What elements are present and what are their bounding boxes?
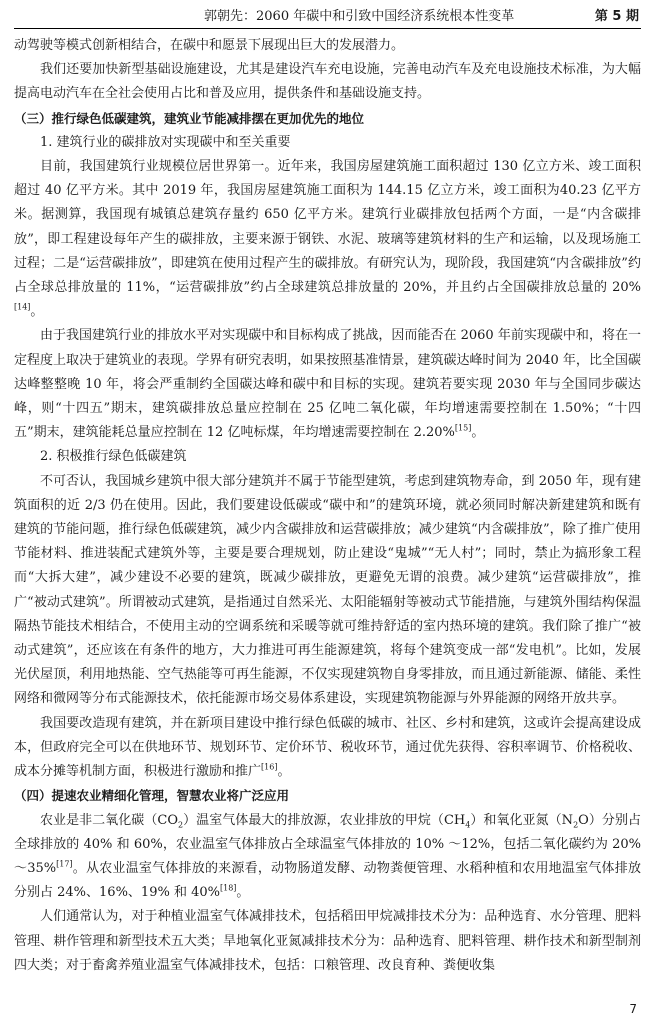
issue-number: 第 5 期 <box>594 9 639 24</box>
paragraph-text: 由于我国建筑行业的排放水平对实现碳中和目标构成了挑战，因而能否在 2060 年前实现碳中和，将在一定程度上取决于建筑业的表现。学界有研究表明，如果按照基准情景，建筑碳达峰时间为 2040 年，比全国碳达峰整整晚 10 年，将会严重制约全国碳达峰和碳中和目标的实现。建筑若要实现 2030 年与全国同步碳达峰，则“十四五”期末，建筑碳排放总量应控制在 25 亿吨二氧化碳，年均增速需要控制在 1.50%；“十四五”期末，建筑能耗总量应控制在 12 亿吨标煤，年均增速需要控制在 2.20% <box>14 328 641 441</box>
citation: [14] <box>14 302 31 312</box>
header-title: 郭朝先：2060 年碳中和引致中国经济系统根本性变革 <box>204 9 515 24</box>
paragraph-text: ）温室气体最大的排放源，农业排放的甲烷（CH <box>183 812 466 828</box>
paragraph-text: 。从农业温室气体排放的来源看，动物肠道发酵、动物粪便管理、水稻种植和农用地温室气体排放分别占 24%、16%、19% 和 40% <box>14 860 641 901</box>
subsection-heading: 2. 积极推行绿色低碳建筑 <box>40 449 187 465</box>
paragraph-text: 我国要改造现有建筑，并在新项目建设中推行绿色低碳的城市、社区、乡村和建筑，这或许会提高建设成本，但政府完全可以在供地环节、规划环节、定价环节、税收环节，通过优先获得、容积率调节、价格税收、成本分摊等机制方面，积极进行激励和推广 <box>14 715 641 780</box>
paragraph <box>14 155 641 324</box>
subscript: 2 <box>573 820 579 830</box>
paragraph-text: O）分别占全球排放的 40% 和 60%，农业温室气体排放占全球温室气体排放的 10% ～12%，包括二氧化碳约为 20% ～35% <box>14 812 641 876</box>
paragraph-end: 。 <box>236 885 250 901</box>
article-body <box>14 34 641 978</box>
citation: [16] <box>261 762 278 772</box>
subsection-heading: 1. 建筑行业的碳排放对实现碳中和至关重要 <box>40 134 291 150</box>
paragraph-end: 。 <box>471 425 485 441</box>
section-heading: （四）提速农业精细化管理，智慧农业将广泛应用 <box>14 788 290 804</box>
paragraph-end: 。 <box>277 764 291 780</box>
citation: [17] <box>56 859 73 869</box>
paragraph-text: 农业是非二氧化碳（CO <box>40 812 178 828</box>
paragraph: 不可否认，我国城乡建筑中很大部分建筑并不属于节能型建筑，考虑到建筑物寿命，到 2050 年，现有建筑面积的近 2/3 仍在使用。因此，我们要建设低碳或“碳中和”的建筑环境，就必须同时解决新建建筑和既有建筑的节能问题，推行绿色低碳建筑，减少内含碳排放和运营碳排放；减少建筑“内含碳排放”，除了推广使用节能材料、推进装配式建筑外等，主要是要合理规划，防止建设“鬼城”“无人村”；同时，禁止为搞形象工程而“大拆大建”，减少建设不必要的建筑，既减少碳排放，更避免无谓的浪费。减少建筑“运营碳排放”，推广“被动式建筑”。所谓被动式建筑，是指通过自然采光、太阳能辐射等被动式节能措施，与建筑外围结构保温隔热节能技术相结合，不使用主动的空调系统和采暖等就可维持舒适的室内热环境的建筑。我们除了推广“被动式建筑”，还应该在有条件的地方，大力推进可再生能源建筑，将每个建筑变成一部“发电机”。比如，发展光伏屋顶，利用地热能、空气热能等可再生能源，不仅实现建筑物自身零排放，而且通过新能源、储能、柔性网络和微网等分布式能源技术，依托能源市场交易体系建设，实现建筑物能源与外界能源的网络开放共享。 <box>14 473 641 707</box>
running-header <box>14 6 641 29</box>
paragraph-text: ）和氧化亚氮（N <box>470 812 574 828</box>
paragraph <box>14 324 641 445</box>
paragraph: 我们还要加快新型基础设施建设，尤其是建设汽车充电设施，完善电动汽车及充电设施技术标准，为大幅提高电动汽车在全社会使用占比和普及应用，提供条件和基础设施支持。 <box>14 62 641 102</box>
citation: [15] <box>454 423 472 433</box>
paragraph-end: 。 <box>30 304 44 320</box>
paragraph <box>14 712 641 785</box>
citation: [18] <box>219 883 237 893</box>
section-heading: （三）推行绿色低碳建筑，建筑业节能减排摆在更加优先的地位 <box>14 110 365 126</box>
paragraph: 人们通常认为，对于种植业温室气体减排技术，包括稻田甲烷减排技术分为：品种选育、水分管理、肥料管理、耕作管理和新型技术五大类；旱地氧化亚氮减排技术分为：品种选育、肥料管理、耕作技术和新型制剂四大类；对于畜禽养殖业温室气体减排技术，包括：口粮管理、改良育种、粪便收集 <box>14 909 641 973</box>
subscript: 4 <box>465 820 471 830</box>
paragraph-text: 目前，我国建筑行业规模位居世界第一。近年来，我国房屋建筑施工面积超过 130 亿立方米、竣工面积超过 40 亿平方米。其中 2019 年，我国房屋建筑施工面积为 144.15 亿立方米，竣工面积为40.23 亿平方米。据测算，我国现有城镇总建筑存量约 650 亿平方米。建筑行业碳排放包括两个方面，一是“内含碳排放”，即工程建设每年产生的碳排放，主要来源于钢铁、水泥、玻璃等建筑材料的生产和运输，以及现场施工过程；二是“运营碳排放”，即建筑在使用过程产生的碳排放。有研究认为，现阶段，我国建筑“内含碳排放”约占全球总排放量的 11%，“运营碳排放”约占全球建筑总排放量的 20%，并且约占全国碳排放总量的 20% <box>14 159 641 296</box>
page-number: 7 <box>629 1002 637 1016</box>
subscript: 2 <box>177 820 184 830</box>
paragraph: 动驾驶等模式创新相结合，在碳中和愿景下展现出巨大的发展潜力。 <box>14 38 405 53</box>
paragraph <box>14 809 641 906</box>
